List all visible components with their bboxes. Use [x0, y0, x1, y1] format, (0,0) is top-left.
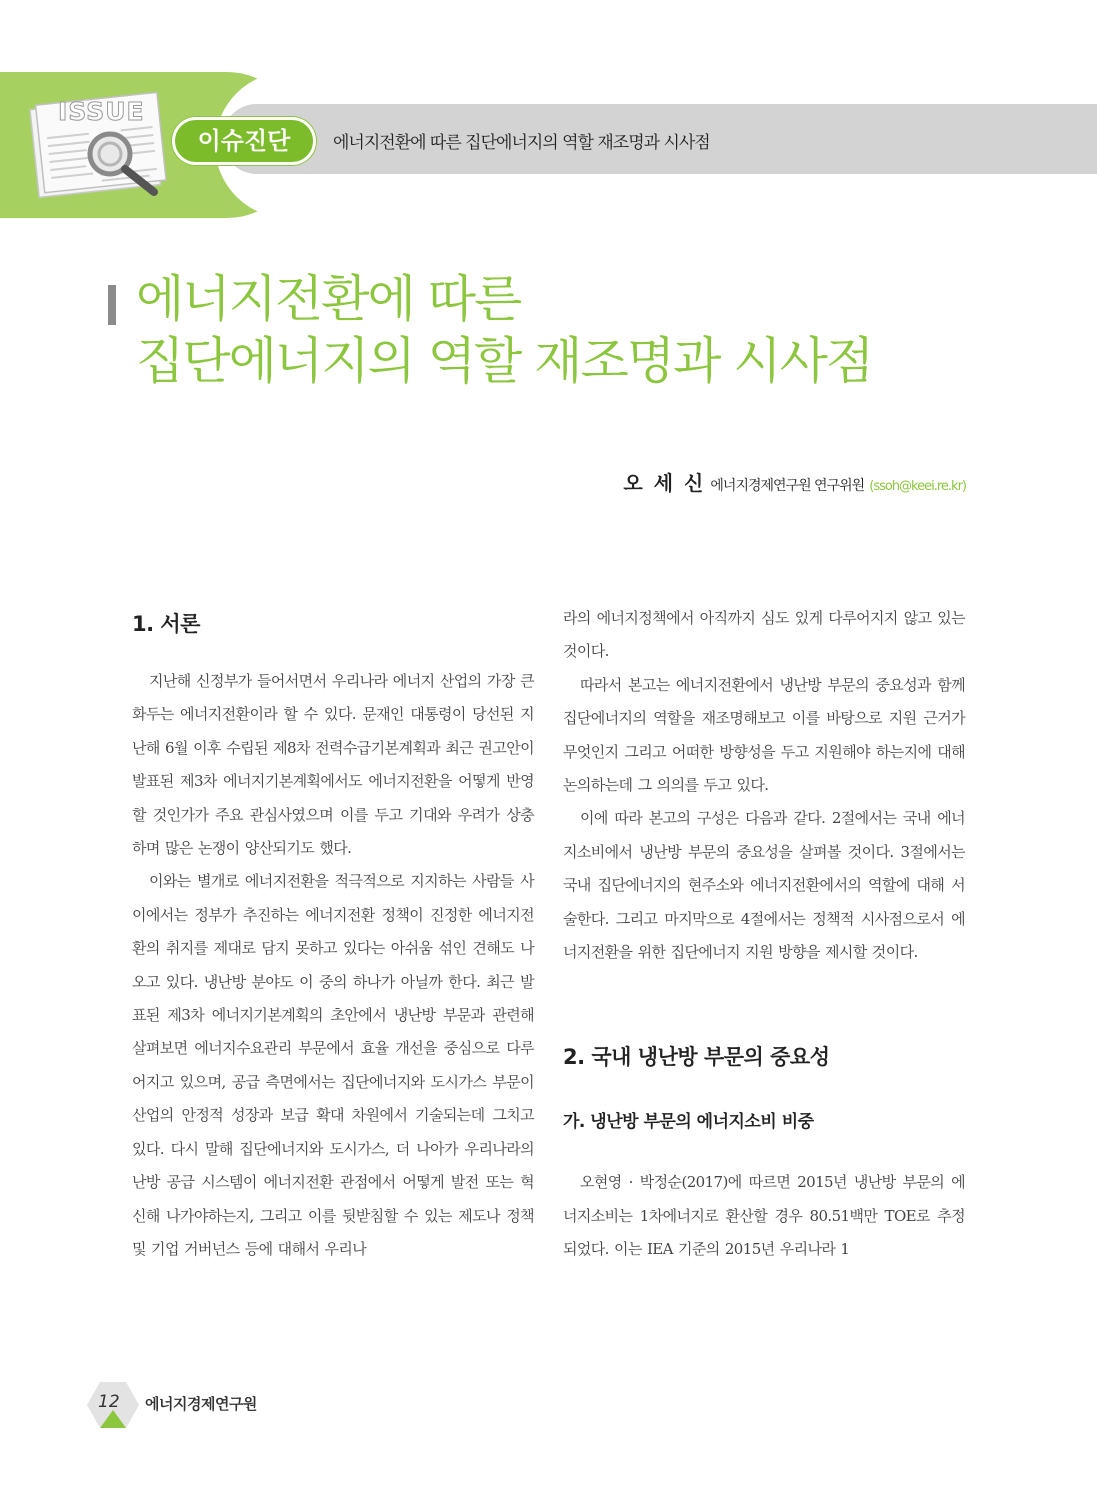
author-email: (ssoh@keei.re.kr)	[869, 479, 966, 494]
article-title	[136, 268, 1036, 392]
header-subtitle: 에너지전환에 따른 집단에너지의 역할 재조명과 시사점	[333, 133, 710, 153]
footer-organization: 에너지경제연구원	[145, 1395, 257, 1413]
paragraph-5: 오현영 · 박정순(2017)에 따르면 2015년 냉난방 부문의 에너지소비는 1차에너지로 환산할 경우 80.51백만 TOE로 추정되었다. 이는 IEA 기준의 2015년 우리나라 1	[563, 1173, 965, 1259]
paragraph-1: 지난해 신정부가 들어서면서 우리나라 에너지 산업의 가장 큰 화두는 에너지전환이라 할 수 있다. 문재인 대통령이 당선된 지난해 6월 이후 수립된 제8차 전력수급기본계획과 최근 권고안이 발표된 제3차 에너지기본계획에서도 에너지전환을 어떻게 반영할 것인가가 주요 관심사였으며 이를 두고 기대와 우려가 상충하며 많은 논쟁이 양산되기도 했다.	[132, 672, 534, 858]
title-marker	[108, 285, 116, 325]
page-number: 12	[98, 1392, 120, 1412]
title-line-1: 에너지전환에 따른	[136, 270, 521, 328]
section-1-heading: 1. 서론	[132, 612, 200, 636]
author-affiliation: 에너지경제연구원 연구위원	[710, 478, 865, 494]
paragraph-4: 이에 따라 본고의 구성은 다음과 같다. 2절에서는 국내 에너지소비에서 냉난방 부문의 중요성을 살펴볼 것이다. 3절에서는 국내 집단에너지의 현주소와 에너지전환에서의 역할에 대해 서술한다. 그리고 마지막으로 4절에서는 정책적 시사점으로서 에너지전환을 위한 집단에너지 지원 방향을 제시할 것이다.	[563, 809, 965, 962]
author-name: 오 세 신	[623, 471, 706, 495]
left-column	[132, 600, 534, 1266]
paragraph-2: 이와는 별개로 에너지전환을 적극적으로 지지하는 사람들 사이에서는 정부가 추진하는 에너지전환 정책이 진정한 에너지전환의 취지를 제대로 담지 못하고 있다는 아쉬움 섞인 견해도 나오고 있다. 냉난방 분야도 이 중의 하나가 아닐까 한다. 최근 발표된 제3차 에너지기본계획의 초안에서 냉난방 부문과 관련해 살펴보면 에너지수요관리 부문에서 효율 개선을 중심으로 다루어지고 있으며, 공급 측면에서는 집단에너지와 도시가스 부문이 산업의 안정적 성장과 보급 확대 차원에서 기술되는데 그치고 있다. 다시 말해 집단에너지와 도시가스, 더 나아가 우리나라의 난방 공급 시스템이 에너지전환 관점에서 어떻게 발전 또는 혁신해 나가야하는지, 그리고 이를 뒷받침할 수 있는 제도나 정책 및 기업 거버넌스 등에 대해서 우리나	[132, 872, 534, 1258]
paragraph-1-continued: 라의 에너지정책에서 아직까지 심도 있게 다루어지지 않고 있는 것이다.	[563, 609, 965, 661]
right-column	[563, 600, 965, 1267]
paragraph-3: 따라서 본고는 에너지전환에서 냉난방 부문의 중요성과 함께 집단에너지의 역할을 재조명해보고 이를 바탕으로 지원 근거가 무엇인지 그리고 어떠한 방향성을 두고 지원해야 하는지에 대해 논의하는데 그 의의를 두고 있다.	[563, 675, 965, 795]
section-2-heading: 2. 국내 냉난방 부문의 중요성	[563, 1045, 830, 1070]
title-line-2: 집단에너지의 역할 재조명과 시사점	[136, 332, 873, 390]
author-byline	[623, 467, 966, 496]
subsection-heading: 가. 냉난방 부문의 에너지소비 비중	[563, 1112, 814, 1133]
issue-badge: 이슈진단	[172, 117, 316, 165]
issue-label: ISSUE	[58, 97, 145, 126]
